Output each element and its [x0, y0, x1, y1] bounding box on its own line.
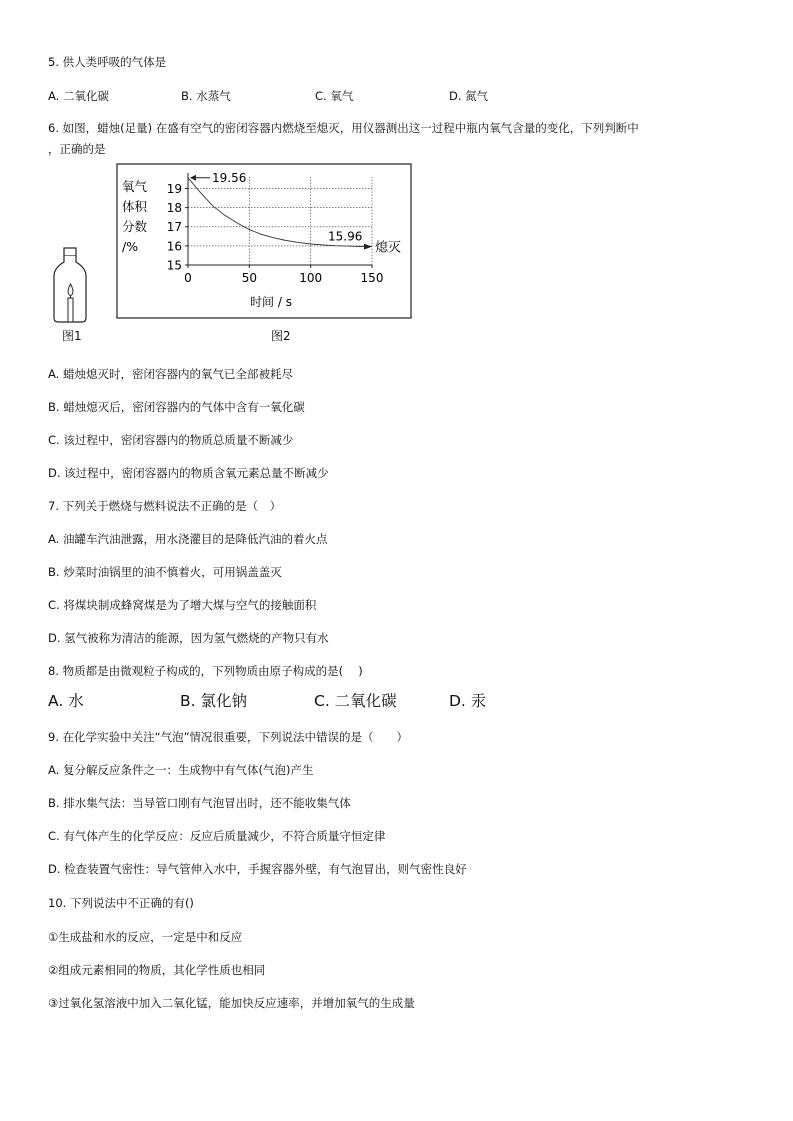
fig1-label: 图1 [62, 329, 82, 343]
candle [68, 298, 73, 322]
q8-stem: 8. 物质都是由微观粒子构成的，下列物质由原子构成的是( ) [48, 664, 363, 678]
q7-stem: 7. 下列关于燃烧与燃料说法不正确的是（ ） [48, 499, 282, 513]
candle-jar-figure [50, 238, 92, 324]
q5-option-c: C. 氧气 [315, 89, 354, 103]
y-axis-label-line: 体积 [122, 199, 148, 214]
q6-stem-line1: 6. 如图，蜡烛(足量) 在盛有空气的密闭容器内燃烧至熄灭，用仪器测出这一过程中瓶内氧气含量的变化，下列判断中 [48, 121, 639, 135]
q7-option-c: C. 将煤块制成蜂窝煤是为了增大煤与空气的接触面积 [48, 598, 317, 612]
q7-option-b: B. 炒菜时油锅里的油不慎着火，可用锅盖盖灭 [48, 565, 282, 579]
q8-option-a: A. 水 [48, 692, 84, 710]
q7-option-d: D. 氢气被称为清洁的能源，因为氢气燃烧的产物只有水 [48, 631, 329, 645]
q8-option-c: C. 二氧化碳 [314, 692, 397, 710]
x-tick-label: 150 [360, 271, 384, 285]
x-tick-label: 100 [299, 271, 323, 285]
q10-item-2: ②组成元素相同的物质，其化学性质也相同 [48, 963, 266, 977]
q10-stem: 10. 下列说法中不正确的有() [48, 896, 194, 910]
annotation-end-value: 15.96 [328, 229, 363, 244]
q6-option-c: C. 该过程中，密闭容器内的物质总质量不断减少 [48, 433, 294, 447]
q8-option-d: D. 汞 [449, 692, 487, 710]
q9-option-c: C. 有气体产生的化学反应：反应后质量减少，不符合质量守恒定律 [48, 829, 386, 843]
q10-item-1: ①生成盐和水的反应，一定是中和反应 [48, 930, 243, 944]
q5-stem: 5. 供人类呼吸的气体是 [48, 55, 167, 69]
q9-option-d: D. 检查装置气密性：导气管伸入水中，手握容器外壁，有气泡冒出，则气密性良好 [48, 862, 467, 876]
q6-option-b: B. 蜡烛熄灭后，密闭容器内的气体中含有一氧化碳 [48, 400, 305, 414]
q10-item-3: ③过氧化氢溶液中加入二氧化锰，能加快反应速率，并增加氧气的生成量 [48, 996, 415, 1010]
jar-lid [64, 248, 76, 256]
fig2-label: 图2 [271, 329, 291, 343]
y-tick-label: 16 [166, 239, 182, 254]
q6-option-a: A. 蜡烛熄灭时，密闭容器内的氧气已全部被耗尽 [48, 367, 293, 381]
annotation-extinguish: 熄灭 [375, 240, 402, 256]
annotation-start-value: 19.56 [212, 170, 247, 185]
q7-option-a: A. 油罐车汽油泄露，用水浇灌目的是降低汽油的着火点 [48, 532, 328, 546]
oxygen-chart [116, 163, 412, 319]
q5-option-d: D. 氮气 [449, 89, 489, 103]
x-axis-label: 时间 / s [250, 295, 292, 309]
y-tick-label: 18 [166, 201, 182, 216]
q8-option-b: B. 氯化钠 [180, 692, 247, 710]
y-axis-label-line: /% [122, 239, 139, 254]
q9-stem: 9. 在化学实验中关注“气泡”情况很重要，下列说法中错误的是（ ） [48, 730, 409, 744]
y-axis-label-line: 分数 [122, 219, 148, 234]
q5-option-a: A. 二氧化碳 [48, 89, 109, 103]
q6-stem-line2: ，正确的是 [48, 142, 106, 156]
y-axis-label-line: 氧气 [122, 179, 148, 194]
q9-option-b: B. 排水集气法：当导管口刚有气泡冒出时，还不能收集气体 [48, 796, 351, 810]
y-tick-label: 19 [166, 181, 182, 196]
q9-option-a: A. 复分解反应条件之一：生成物中有气体(气泡)产生 [48, 763, 314, 777]
q6-option-d: D. 该过程中，密闭容器内的物质含氧元素总量不断减少 [48, 466, 329, 480]
y-tick-label: 17 [166, 220, 182, 235]
x-tick-label: 0 [184, 271, 192, 285]
x-tick-label: 50 [241, 271, 257, 285]
q5-option-b: B. 水蒸气 [181, 89, 231, 103]
y-tick-label: 15 [166, 258, 182, 273]
